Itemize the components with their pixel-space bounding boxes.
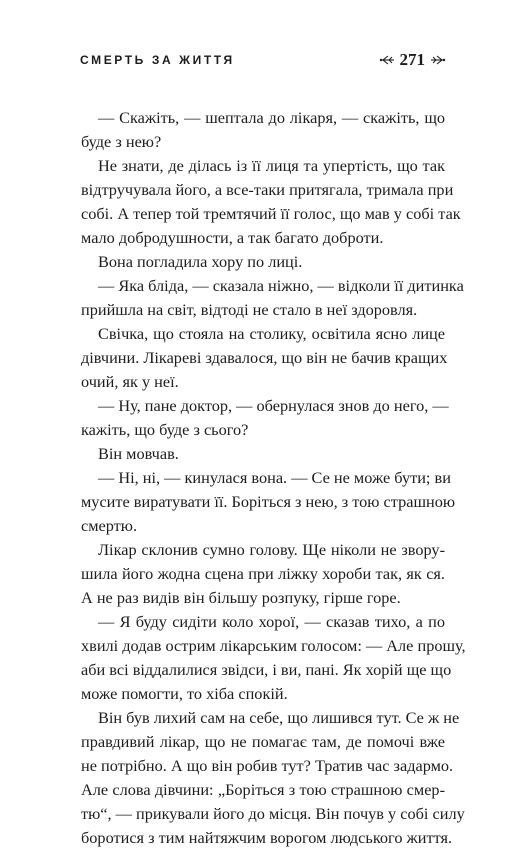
page-number-group bbox=[379, 50, 447, 70]
text-line: аби всі віддалилися звідси, і ви, пані. Як хорій ще що bbox=[81, 660, 452, 679]
page-number: 271 bbox=[399, 50, 425, 69]
text-line: Лікар склонив сумно голову. Ще ніколи не звору- bbox=[98, 540, 445, 559]
text-line: кажіть, що буде з сього? bbox=[81, 420, 249, 439]
text-line: — Яка бліда, — сказала ніжно, — відколи її дитинка bbox=[98, 276, 464, 295]
text-line: відтручувала його, а все-таки притягала, тримала при bbox=[81, 180, 454, 199]
text-line: мусите виратувати її. Боріться з нею, з тою страшною bbox=[81, 492, 456, 511]
text-line: очий, як у неї. bbox=[81, 372, 179, 391]
text-line: буде з нею? bbox=[81, 132, 162, 151]
text-line: боротися з тим найтяжчим ворогом людського життя. bbox=[81, 828, 453, 847]
text-line: Він був лихий сам на себе, що лишився тут. Се ж не bbox=[98, 708, 460, 727]
text-line: хвилі додав острим лікарським голосом: — Але прошу, bbox=[81, 636, 466, 655]
text-line: — Ні, ні, — кинулася вона. — Се не може бути; ви bbox=[98, 468, 451, 487]
page-header bbox=[80, 48, 446, 72]
text-line: прийшла на світ, відтоді не стало в неї здоровля. bbox=[81, 300, 418, 319]
body-text bbox=[81, 106, 466, 850]
ornament-left-icon bbox=[379, 55, 395, 65]
text-line: — Я буду сидіти коло хорої, — сказав тихо, а по bbox=[98, 612, 445, 631]
text-line: Але слова дівчини: „Боріться з тою страшною смер- bbox=[81, 780, 445, 799]
text-line: не потрібно. А що він робив тут? Тратив час задармо. bbox=[81, 756, 454, 775]
ornament-right-icon bbox=[430, 55, 446, 65]
text-line: мало добродушности, а так багато доброти. bbox=[81, 228, 384, 247]
text-line: може помогти, то хіба спокій. bbox=[81, 684, 288, 703]
text-line: дівчини. Лікареві здавалося, що він не бачив кращих bbox=[81, 348, 448, 367]
text-line: правдивий лікар, що не помагає там, де помочі вже bbox=[81, 732, 445, 751]
text-line: Не знати, де ділась із її лиця та упертість, що так bbox=[98, 156, 445, 175]
text-line: Він мовчав. bbox=[98, 444, 179, 463]
text-line: смертю. bbox=[81, 516, 138, 535]
text-line: — Ну, пане доктор, — обернулася знов до него, — bbox=[98, 396, 449, 415]
running-title: СМЕРТЬ ЗА ЖИТТЯ bbox=[80, 53, 235, 67]
text-line: шила його жодна сцена при ліжку хороби так, як ся. bbox=[81, 564, 445, 583]
text-line: — Скажіть, — шептала до лікаря, — скажіть, що bbox=[98, 108, 445, 127]
text-line: А не раз видів він більшу розпуку, гірше горе. bbox=[81, 588, 401, 607]
text-line: Свічка, що стояла на столику, освітила ясно лице bbox=[98, 324, 445, 343]
text-line: Вона погладила хору по лиці. bbox=[98, 252, 303, 271]
text-line: тю“, — прикували його до місця. Він почув у собі силу bbox=[81, 804, 465, 823]
text-line: собі. А тепер той тремтячий її голос, що мав у собі так bbox=[81, 204, 461, 223]
